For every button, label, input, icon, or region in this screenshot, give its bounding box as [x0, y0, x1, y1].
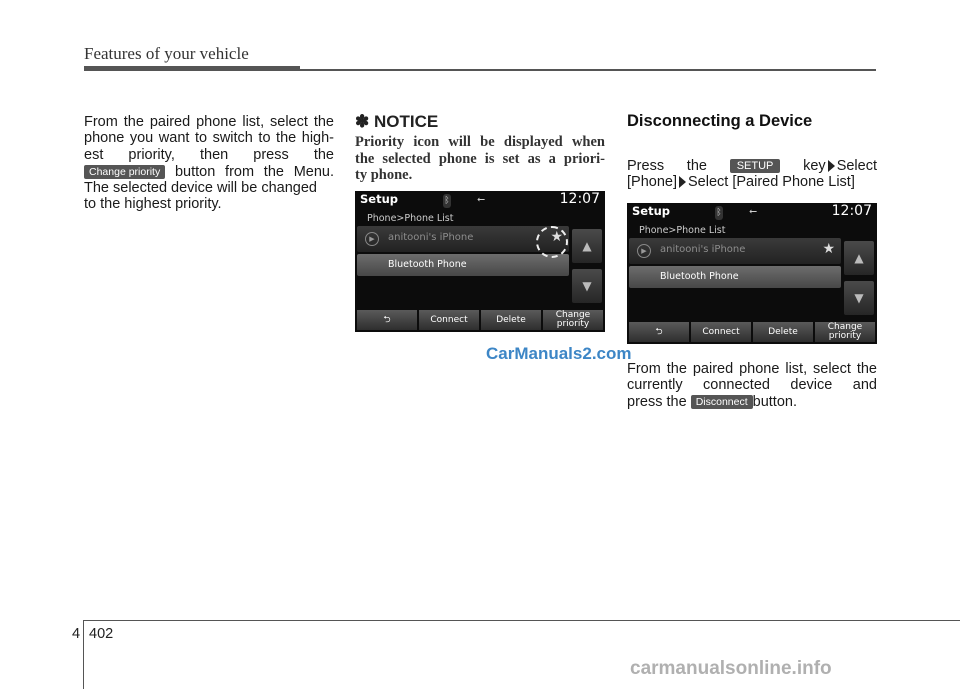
text-line: [627, 158, 877, 174]
text-line: the selected phone is set as a priori-: [355, 150, 605, 167]
button-label: Change: [555, 310, 591, 320]
disconnect-button-label: Disconnect: [691, 395, 753, 409]
footer-rule: [84, 620, 960, 621]
text-line: currently connected device and: [627, 377, 877, 394]
screen-breadcrumb: Phone>Phone List: [639, 225, 726, 236]
screen-title: Setup: [632, 204, 670, 218]
phone-list-item[interactable]: [629, 266, 841, 288]
text-line: est priority, then press the: [84, 146, 334, 163]
text-line: [84, 164, 334, 180]
head-unit-screen-2: [627, 203, 877, 344]
screen-menu-bar: [629, 322, 875, 342]
text-line: Priority icon will be displayed when: [355, 134, 605, 150]
bluetooth-icon: ᛒ: [444, 196, 450, 206]
phone-list-item[interactable]: [357, 254, 569, 276]
back-button[interactable]: ⮌: [629, 322, 689, 342]
scroll-down-button[interactable]: ▼: [572, 269, 602, 303]
scroll-up-button[interactable]: ▲: [844, 241, 874, 275]
text-fragment: [803, 158, 877, 174]
screen-menu-bar: [357, 310, 603, 330]
text-line: From the paired phone list, select the: [627, 361, 877, 377]
text-fragment: key: [803, 158, 826, 174]
phone-list-item[interactable]: [629, 238, 841, 264]
setup-key-label: SETUP: [730, 159, 781, 173]
text-line: The selected device will be changed: [84, 180, 317, 197]
watermark-carmanuals2: CarManuals2.com: [486, 344, 632, 363]
text-line: ty phone.: [355, 167, 413, 183]
device-name: Bluetooth Phone: [660, 271, 739, 282]
watermark-carmanualsonline: carmanualsonline.info: [630, 658, 832, 679]
header-rule-thick: [84, 66, 300, 71]
scroll-down-button[interactable]: ▼: [844, 281, 874, 315]
setup-instructions: [627, 158, 877, 191]
chapter-number: 4: [72, 626, 81, 642]
device-name: anitooni's iPhone: [388, 232, 474, 243]
page-number: 402: [89, 626, 114, 642]
change-priority-button[interactable]: [543, 310, 603, 330]
notice-heading: [355, 112, 438, 132]
screen-clock: 12:07: [831, 203, 872, 219]
back-button[interactable]: ⮌: [357, 310, 417, 330]
notice-icon: ✽: [355, 112, 370, 131]
screen-status-bar: [627, 203, 877, 223]
text-fragment: button from the Menu.: [174, 163, 335, 180]
paired-list-instructions: [84, 114, 334, 213]
bluetooth-icon: ᛒ: [716, 208, 722, 218]
notice-body: [355, 134, 605, 184]
text-line: From the paired phone list, select the: [84, 114, 334, 130]
arrow-right-icon: [679, 176, 686, 188]
text-fragment: [Phone]: [627, 174, 677, 191]
phone-list: [629, 238, 841, 316]
priority-star-icon: ★: [550, 229, 563, 245]
button-label: priority: [556, 319, 590, 329]
page-header-title: Features of your vehicle: [84, 44, 249, 63]
text-fragment: Press the: [627, 158, 707, 174]
text-fragment: Select [Paired Phone List]: [688, 174, 855, 191]
text-fragment: press the: [627, 393, 687, 410]
button-label: Change: [827, 322, 863, 332]
text-line: [627, 174, 877, 190]
section-heading: Disconnecting a Device: [627, 112, 813, 130]
text-line: to the highest priority.: [84, 196, 222, 213]
change-priority-button-label: Change priority: [84, 165, 165, 179]
scroll-up-button[interactable]: ▲: [572, 229, 602, 263]
usb-icon: ⭠: [749, 206, 757, 217]
device-name: Bluetooth Phone: [388, 259, 467, 270]
screen-clock: 12:07: [559, 191, 600, 207]
notice-title: NOTICE: [373, 112, 439, 131]
change-priority-button[interactable]: [815, 322, 875, 342]
text-fragment: button.: [752, 393, 797, 410]
arrow-right-icon: [828, 160, 835, 172]
connect-button[interactable]: Connect: [691, 322, 751, 342]
connect-button[interactable]: Connect: [419, 310, 479, 330]
text-line: [627, 394, 877, 410]
disconnect-instructions: [627, 361, 877, 410]
priority-star-icon: ★: [822, 241, 835, 257]
screen-title: Setup: [360, 192, 398, 206]
delete-button[interactable]: Delete: [481, 310, 541, 330]
footer-divider: [83, 620, 84, 689]
header-rule-thin: [300, 69, 876, 71]
head-unit-screen-1: [355, 191, 605, 332]
delete-button[interactable]: Delete: [753, 322, 813, 342]
screen-status-bar: [355, 191, 605, 211]
text-line: phone you want to switch to the high-: [84, 130, 334, 147]
play-icon: ▶: [637, 244, 651, 258]
usb-icon: ⭠: [477, 194, 485, 205]
screen-breadcrumb: Phone>Phone List: [367, 213, 454, 224]
priority-highlight-circle: [536, 226, 568, 258]
button-label: priority: [828, 331, 862, 341]
text-fragment: Select: [836, 158, 877, 174]
play-icon: ▶: [365, 232, 379, 246]
device-name: anitooni's iPhone: [660, 244, 746, 255]
